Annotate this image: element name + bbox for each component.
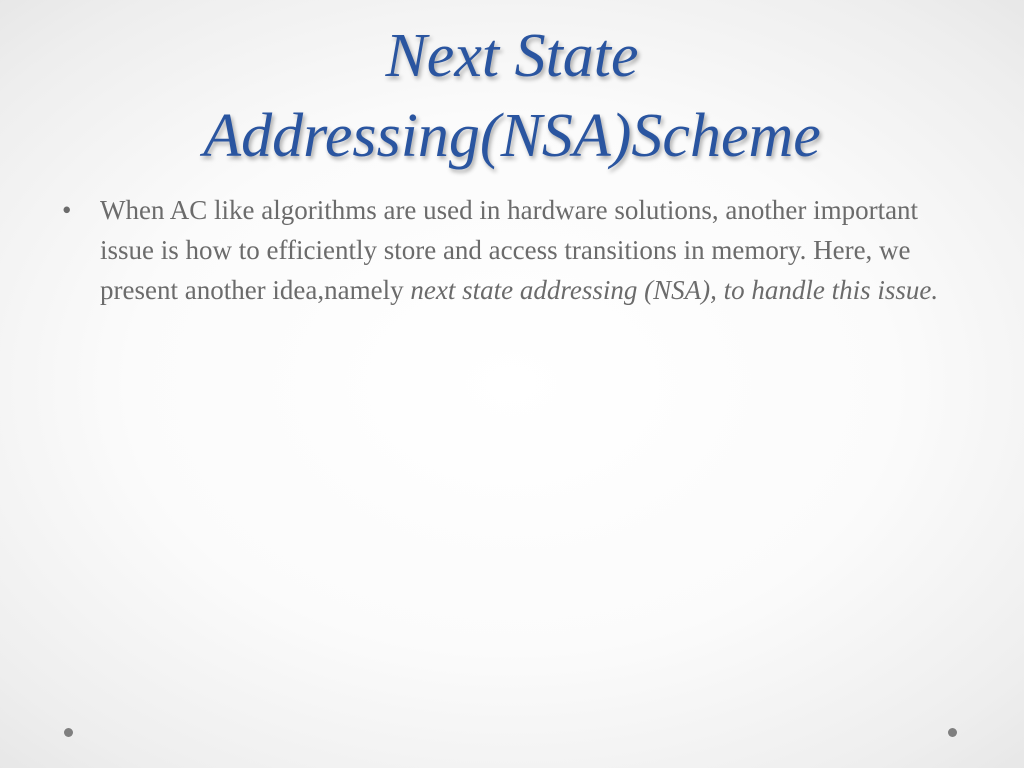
bullet-text: When AC like algorithms are used in hardware solutions, another important issue is how to efficiently store and access transitions in memory. Here, we present another idea,namely — [100, 195, 919, 305]
bullet-item — [60, 190, 970, 310]
bullet-marker: • — [62, 195, 72, 225]
title-line-2: Addressing(NSA)Scheme — [203, 102, 821, 170]
bullet-list — [60, 190, 970, 310]
slide-title — [40, 16, 984, 176]
decorative-dot-left — [64, 728, 73, 737]
bullet-text-italic: next state addressing (NSA), to handle this issue. — [410, 275, 939, 305]
title-line-1: Next State — [385, 22, 639, 90]
decorative-dot-right — [948, 728, 957, 737]
